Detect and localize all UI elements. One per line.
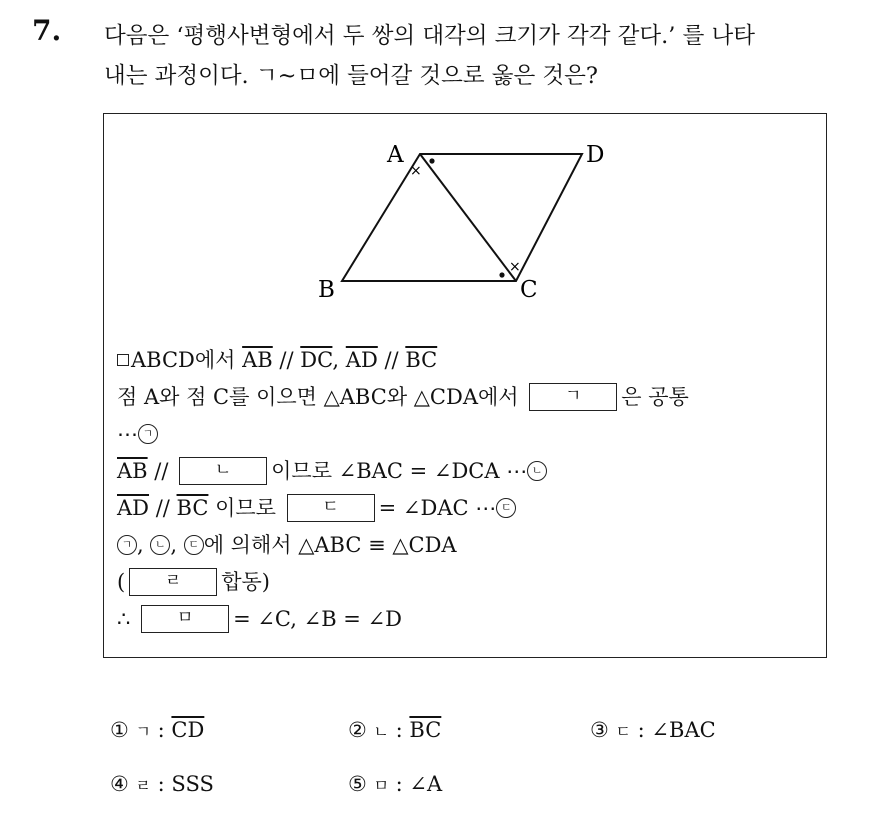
proof-line-4: $\overline{AB}$ // ㄴ 이므로 ∠BAC = ∠DCA ⋯ ㄴ [117, 453, 817, 490]
choice-4[interactable]: ④ ㄹ : SSS [110, 772, 214, 796]
proof-text [117, 342, 817, 638]
parallelogram-figure [104, 114, 828, 342]
proof-line-8: ∴ ㅁ = ∠C, ∠B = ∠D [117, 601, 817, 638]
question-stem [104, 16, 874, 96]
choice-row-1 [110, 718, 870, 772]
choice-2[interactable]: ② ㄴ : $\overline{BC}$ [348, 718, 442, 742]
dot-mark-a [429, 158, 434, 163]
question-number: 7. [32, 14, 62, 47]
vertex-label-a: A [387, 142, 404, 168]
vertex-label-d: D [586, 142, 605, 168]
vertex-label-b: B [318, 277, 335, 303]
choice-3[interactable]: ③ ㄷ : ∠BAC [590, 718, 716, 742]
diagonal-ac [420, 154, 516, 281]
circle-label-2: ㄴ [527, 461, 547, 481]
circle-label-3: ㄷ [496, 498, 516, 518]
proof-line-5: $\overline{AD} // \overline{BC}$ 이므로 ㄷ = ∠DAC ⋯ ㄷ [117, 490, 817, 527]
choice-5[interactable]: ⑤ ㅁ : ∠A [348, 772, 443, 796]
cross-mark-c: × [509, 259, 521, 275]
cross-mark-a: × [410, 163, 422, 179]
choice-row-2 [110, 772, 870, 826]
blank-3: ㄷ [287, 494, 375, 522]
proof-line-2: 점 A와 점 C를 이으면 △ABC와 △CDA에서 ㄱ 은 공통 [117, 379, 817, 416]
blank-1: ㄱ [529, 383, 617, 411]
vertex-label-c: C [520, 277, 538, 303]
circle-label-1: ㄱ [138, 424, 158, 444]
proof-line-7: ( ㄹ 합동) [117, 564, 817, 601]
proof-line-3: ⋯ ㄱ [117, 416, 817, 453]
choice-1[interactable]: ① ㄱ : $\overline{CD}$ [110, 718, 205, 742]
blank-5: ㅁ [141, 605, 229, 633]
proof-line-6: ㄱ , ㄴ , ㄷ 에 의해서 △ABC ≡ △CDA [117, 527, 817, 564]
proof-box [103, 113, 827, 658]
parallelogram-symbol-icon [117, 354, 129, 366]
stem-line-2: 내는 과정이다. ㄱ~ㅁ에 들어갈 것으로 옳은 것은? [104, 63, 598, 89]
parallelogram-shape [342, 154, 582, 281]
answer-choices [110, 718, 870, 826]
stem-line-1: 다음은 ‘평행사변형에서 두 쌍의 대각의 크기가 각각 같다.’ 를 나타 [104, 23, 755, 49]
blank-4: ㄹ [129, 568, 217, 596]
proof-line-1: ABCD에서 $\overline{AB} // \overline{DC}$, $\overline{AD} // \overline{BC}$ [117, 342, 817, 379]
blank-2: ㄴ [179, 457, 267, 485]
dot-mark-c [499, 272, 504, 277]
